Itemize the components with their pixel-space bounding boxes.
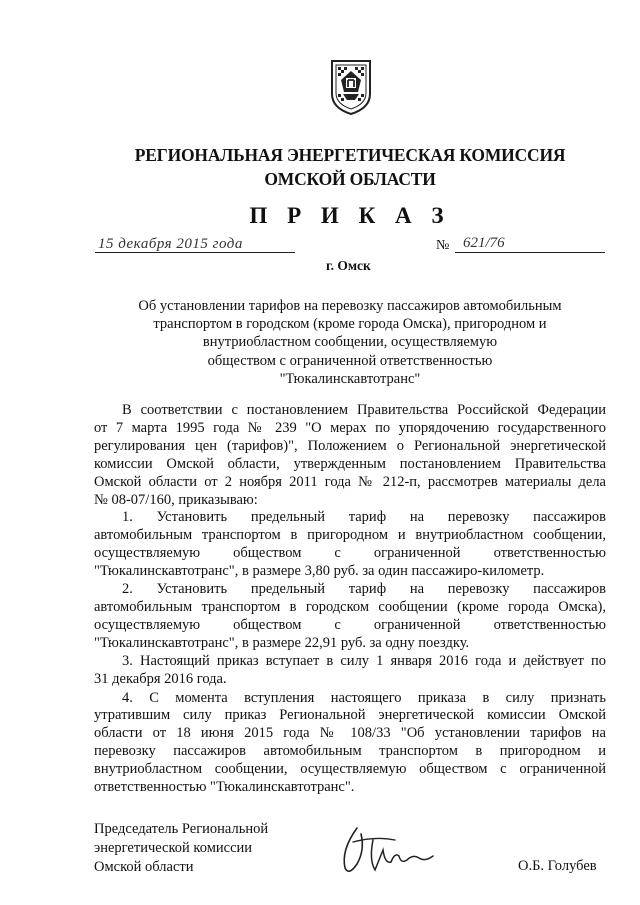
subject-line: "Тюкалинскавтотранс" [279, 370, 421, 387]
item1-line: "Тюкалинскавтотранс", в размере 3,80 руб. за один пассажиро-километр. [94, 563, 545, 580]
organization-name-line2: ОМСКОЙ ОБЛАСТИ [264, 169, 436, 189]
order-date-handwritten: 15 декабря 2015 года [98, 236, 243, 252]
coat-of-arms-icon [329, 58, 373, 116]
signer-position-line: Председатель Региональной [94, 821, 269, 837]
organization-name-line1: РЕГИОНАЛЬНАЯ ЭНЕРГЕТИЧЕСКАЯ КОМИССИЯ [134, 145, 566, 165]
preamble-line: В соответствии с постановлением Правительства Российской Федерации [122, 402, 606, 418]
date-underline [95, 252, 295, 253]
preamble-line: Омской области от 2 ноября 2011 года № 212-п, рассмотрев материалы дела [94, 473, 606, 490]
order-subject [100, 297, 600, 388]
item2-line: "Тюкалинскавтотранс", в размере 22,91 руб. за одну поездку. [94, 634, 470, 651]
order-body [94, 402, 606, 797]
item2-line: 2. Установить предельный тариф на перевозку пассажиров [122, 581, 606, 598]
preamble-line: от 7 марта 1995 года № 239 "О мерах по упорядочению государственного [94, 419, 606, 436]
order-number-handwritten: 621/76 [463, 235, 505, 251]
item3-line: 31 декабря 2016 года. [94, 670, 227, 687]
item1-line: осуществляемую обществом с ограниченной ответственностью [94, 545, 606, 562]
item3-line: 3. Настоящий приказ вступает в силу 1 января 2016 года и действует по [122, 652, 606, 669]
item2-line: осуществляемую обществом с ограниченной ответственностью [94, 616, 606, 633]
item4-line: ответственностью "Тюкалинскавтотранс". [94, 779, 355, 796]
item4-line: внутриобластном сообщении, осуществляемую обществом с ограниченной [94, 761, 606, 778]
subject-line: обществом с ограниченной ответственностью [207, 352, 493, 369]
item4-line: 4. С момента вступления настоящего приказа в силу признать [122, 689, 606, 706]
signer-position [94, 820, 268, 877]
handwritten-signature-icon [335, 820, 445, 880]
document-type-title: П Р И К А З [249, 203, 451, 228]
order-number-label: № [436, 238, 450, 253]
subject-line: Об установлении тарифов на перевозку пассажиров автомобильным [138, 298, 562, 314]
item1-line: автомобильным транспортом в пригородном и внутриобластном сообщении, [94, 527, 606, 544]
subject-line: транспортом в городском (кроме города Омска), пригородном и [153, 316, 547, 333]
signer-position-line: Омской области [94, 859, 194, 875]
item4-line: утратившим силу приказ Региональной энергетической комиссии Омской [94, 707, 606, 724]
preamble-line: регулирования цен (тарифов)", Положением о Региональной энергетической [94, 437, 606, 454]
signer-position-line: энергетической комиссии [94, 840, 253, 856]
item2-line: автомобильным транспортом в городском сообщении (кроме города Омска), [94, 598, 606, 615]
preamble-line: комиссии Омской области, утвержденным постановлением Правительства [94, 455, 606, 472]
item1-line: 1. Установить предельный тариф на перевозку пассажиров [122, 509, 606, 526]
item4-line: перевозку пассажиров автомобильным транспортом в пригородном и [94, 743, 606, 760]
number-underline [455, 252, 605, 253]
city: г. Омск [326, 258, 371, 273]
subject-line: внутриобластном сообщении, осуществляемую [202, 334, 498, 351]
item4-line: области от 18 июня 2015 года № 108/33 "Об установлении тарифов на [94, 725, 606, 742]
signer-name: О.Б. Голубев [518, 858, 597, 874]
preamble-line: № 08-07/160, приказываю: [94, 491, 258, 508]
